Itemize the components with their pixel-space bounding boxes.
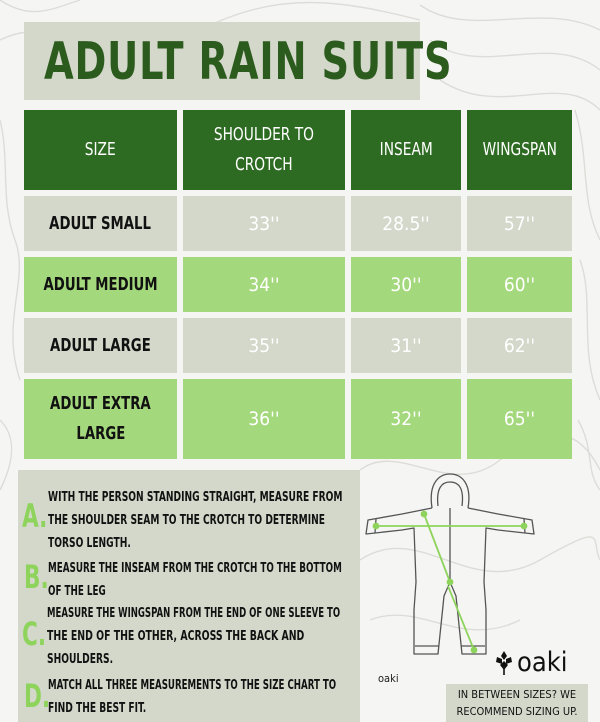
step-letter-d: D. xyxy=(24,677,51,715)
header-wingspan: WINGSPAN xyxy=(467,110,572,190)
leaf-icon xyxy=(494,651,514,675)
sizing-note: IN BETWEEN SIZES? WE RECOMMEND SIZING UP. xyxy=(446,684,588,722)
step-b-text: MEASURE THE INSEAM FROM THE CROTCH TO THE BOTTOM OF THE LEG xyxy=(48,561,342,599)
table-cell: 60'' xyxy=(467,257,572,312)
table-row-label: ADULT SMALL xyxy=(24,196,177,251)
table-row-label: ADULT LARGE xyxy=(24,318,177,373)
table-cell: 57'' xyxy=(467,196,572,251)
table-row-label: ADULT MEDIUM xyxy=(24,257,177,312)
table-cell: 30'' xyxy=(351,257,461,312)
header-inseam: INSEAM xyxy=(351,110,461,190)
table-cell: 35'' xyxy=(183,318,345,373)
table-cell: 62'' xyxy=(467,318,572,373)
table-cell: 34'' xyxy=(183,257,345,312)
step-letter-b: B. xyxy=(24,558,49,596)
table-cell: 33'' xyxy=(183,196,345,251)
title-banner xyxy=(24,22,453,100)
brand-logo xyxy=(494,648,568,678)
table-cell: 32'' xyxy=(351,379,461,459)
step-letter-a: A. xyxy=(22,497,48,535)
header-shoulder-to-crotch: SHOULDER TO CROTCH xyxy=(183,110,345,190)
step-letter-c: C. xyxy=(22,615,47,653)
brand-name: oaki xyxy=(517,647,568,678)
step-d-text: MATCH ALL THREE MEASUREMENTS TO THE SIZE CHART TO FIND THE BEST FIT. xyxy=(48,678,337,716)
step-c-text: MEASURE THE WINGSPAN FROM THE END OF ONE SLEEVE TO THE END OF THE OTHER, ACROSS THE BACK AND SHOULDERS. xyxy=(47,606,341,667)
figure-tag: oaki xyxy=(378,672,399,685)
table-cell: 28.5'' xyxy=(351,196,461,251)
table-cell: 31'' xyxy=(351,318,461,373)
page-title: ADULT RAIN SUITS xyxy=(44,32,453,92)
header-size: SIZE xyxy=(24,110,177,190)
table-row-label: ADULT EXTRA LARGE xyxy=(24,379,177,459)
step-a-text: WITH THE PERSON STANDING STRAIGHT, MEASURE FROM THE SHOULDER SEAM TO THE CROTCH TO DETERMINE TORSO LENGTH. xyxy=(48,490,343,551)
table-cell: 36'' xyxy=(183,379,345,459)
table-cell: 65'' xyxy=(467,379,572,459)
